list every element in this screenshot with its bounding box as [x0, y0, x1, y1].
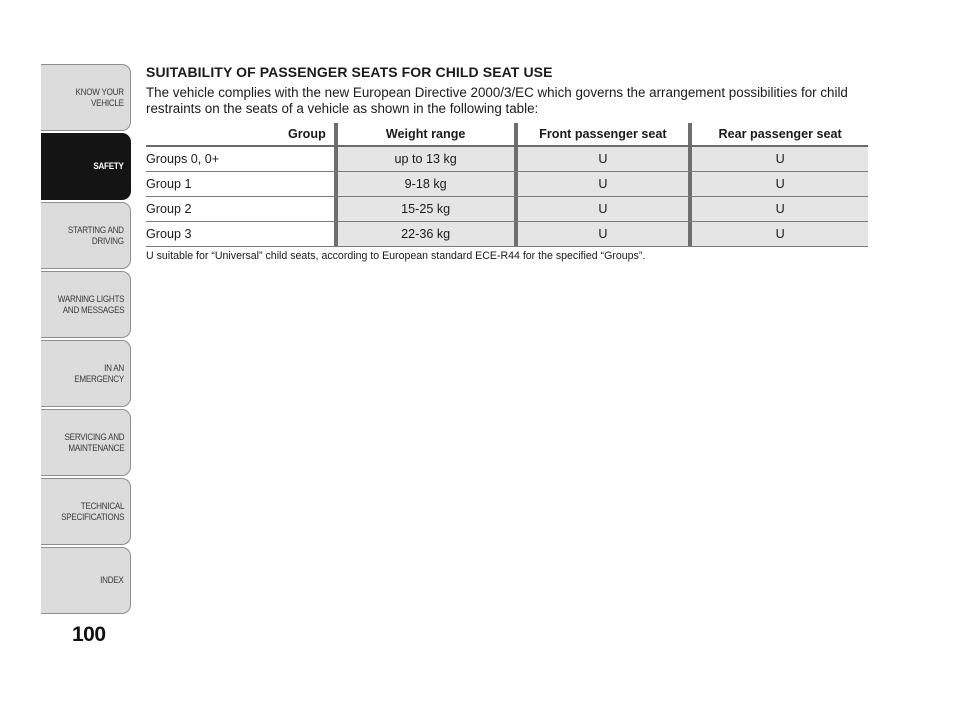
tab-warning-lights[interactable]: [41, 271, 131, 338]
tab-label: WARNING LIGHTS AND MESSAGES: [57, 293, 124, 316]
cell-rear: U: [692, 222, 868, 247]
tab-in-an-emergency[interactable]: [41, 340, 131, 407]
table-row: [146, 172, 868, 197]
table-header-row: [146, 123, 868, 146]
tab-index[interactable]: [41, 547, 131, 614]
cell-group: Group 1: [146, 177, 192, 191]
cell-group: Group 2: [146, 202, 192, 216]
header-rear-seat: Rear passenger seat: [718, 127, 842, 141]
tab-label: SERVICING AND MAINTENANCE: [64, 431, 124, 454]
child-seat-suitability-table: [146, 123, 868, 247]
header-group: Group: [287, 127, 326, 141]
tab-label: KNOW YOUR VEHICLE: [75, 86, 124, 109]
intro-paragraph: The vehicle complies with the new European Directive 2000/3/EC which governs the arrangement possibilities for child restraints on the seats of a vehicle as shown in the following table:: [146, 85, 848, 116]
tab-servicing[interactable]: [41, 409, 131, 476]
cell-weight: 9-18 kg: [338, 172, 514, 197]
cell-front: U: [518, 222, 689, 247]
table-row: [146, 197, 868, 222]
page-content: [146, 63, 868, 263]
tab-label: SAFETY: [93, 161, 124, 172]
tab-label: TECHNICAL SPECIFICATIONS: [60, 500, 124, 523]
tab-technical-specifications[interactable]: [41, 478, 131, 545]
section-title: SUITABILITY OF PASSENGER SEATS FOR CHILD SEAT USE: [146, 64, 553, 80]
tab-label: INDEX: [100, 575, 124, 586]
table-row: [146, 222, 868, 247]
cell-weight: up to 13 kg: [338, 146, 514, 172]
tab-label: STARTING AND DRIVING: [68, 224, 124, 247]
tab-starting-and-driving[interactable]: [41, 202, 131, 269]
cell-rear: U: [692, 172, 868, 197]
cell-group: Groups 0, 0+: [146, 152, 220, 166]
tab-safety[interactable]: [41, 133, 131, 200]
tab-know-your-vehicle[interactable]: [41, 64, 131, 131]
cell-weight: 15-25 kg: [338, 197, 514, 222]
table-row: [146, 146, 868, 172]
page-number: 100: [72, 623, 106, 646]
tab-label: IN AN EMERGENCY: [74, 362, 124, 385]
header-weight-range: Weight range: [385, 127, 466, 141]
cell-front: U: [518, 146, 689, 172]
table-footnote: U suitable for “Universal” child seats, according to European standard ECE-R44 for the specified “Groups”.: [146, 250, 646, 262]
cell-front: U: [518, 172, 689, 197]
cell-rear: U: [692, 146, 868, 172]
cell-weight: 22-36 kg: [338, 222, 514, 247]
cell-front: U: [518, 197, 689, 222]
cell-group: Group 3: [146, 227, 192, 241]
cell-rear: U: [692, 197, 868, 222]
header-front-seat: Front passenger seat: [539, 127, 667, 141]
